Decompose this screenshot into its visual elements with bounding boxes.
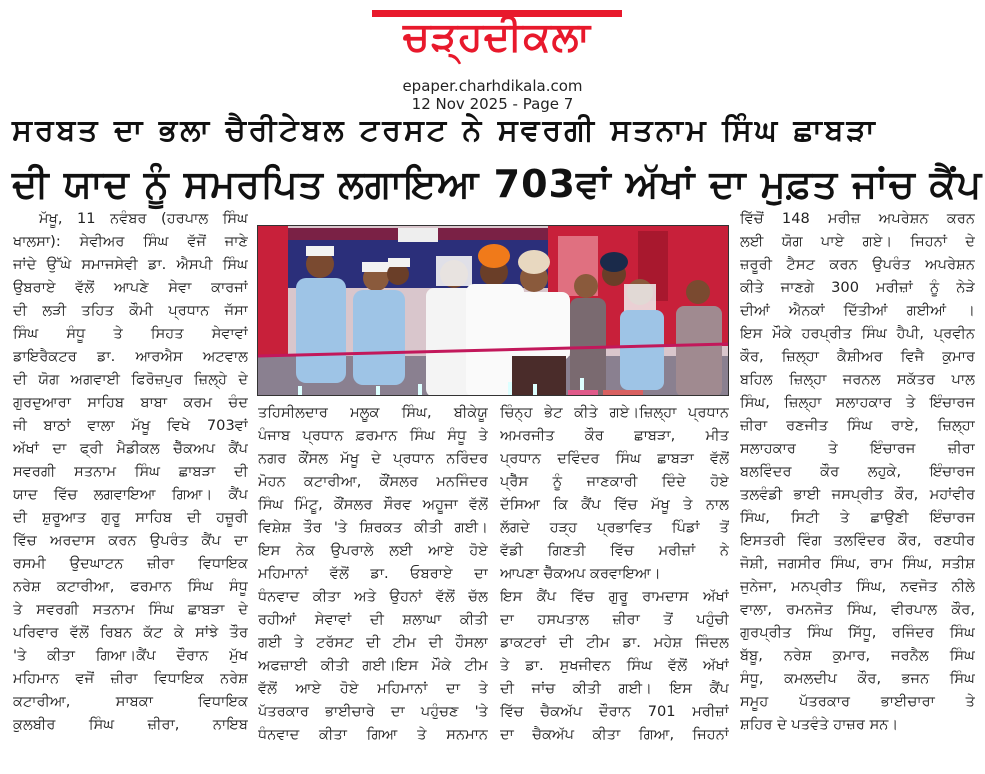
body-line: ਇਸਤਰੀ ਵਿੰਗ ਤਲਵਿੰਦਰ ਕੌਰ, ਰਣਧੀਰ bbox=[740, 532, 975, 549]
body-line: ਦੀ ਜਾਂਚ ਕੀਤੀ ਗਈ। ਇਸ ਕੈਂਪ bbox=[500, 680, 729, 697]
body-line: ਬਲਵਿੰਦਰ ਕੌਰ ਲਹੁਕੇ, ਇੰਚਾਰਜ bbox=[740, 463, 975, 480]
body-line: 'ਤੇ ਕੀਤਾ ਗਿਆ।ਕੈਂਪ ਦੌਰਾਨ ਮੁੱਖ bbox=[13, 647, 248, 664]
body-line: ਗਈ ਤੇ ਟਰੱਸਟ ਦੀ ਟੀਮ ਦੀ ਹੌਸਲਾ bbox=[258, 634, 488, 651]
body-line: ਯਾਦ ਵਿੱਚ ਲਗਵਾਇਆ ਗਿਆ। ਕੈਂਪ bbox=[13, 486, 248, 503]
body-line: ਦਾ ਚੈਕਅੱਪ ਕੀਤਾ ਗਿਆ, ਜਿਹਨਾਂ bbox=[500, 726, 729, 743]
body-line: ਸਿੰਘ, ਸਿਟੀ ਤੇ ਛਾਉਣੀ ਇੰਚਾਰਜ bbox=[740, 509, 975, 526]
body-line: ਮੱਖੂ, 11 ਨਵੰਬਰ (ਹਰਪਾਲ ਸਿੰਘ bbox=[39, 210, 248, 227]
body-line: ਜੀ ਬਾਠਾਂ ਵਾਲਾ ਮੱਖੂ ਵਿਖੇ 703ਵਾਂ bbox=[13, 417, 248, 434]
body-line: ਅਫਜ਼ਾਈ ਕੀਤੀ ਗਈ।ਇਸ ਮੌਕੇ ਟੀਮ bbox=[258, 657, 488, 674]
body-line: ਪ੍ਰਧਾਨ ਦਵਿੰਦਰ ਸਿੰਘ ਛਾਬੜਾ ਵੱਲੋਂ bbox=[500, 450, 729, 467]
body-line: ਤਹਿਸੀਲਦਾਰ ਮਲੂਕ ਸਿੰਘ, ਬੀਕੇਯੂ bbox=[258, 404, 488, 421]
body-line: ਪੱਤਰਕਾਰ ਭਾਈਚਾਰੇ ਦਾ ਪਹੁੰਚਣ 'ਤੇ bbox=[258, 703, 488, 720]
body-line: ਰਹੀਆਂ ਸੇਵਾਵਾਂ ਦੀ ਸ਼ਲਾਘਾ ਕੀਤੀ bbox=[258, 611, 488, 628]
body-line: ਡਾਕਟਰਾਂ ਦੀ ਟੀਮ ਡਾ. ਮਹੇਸ਼ ਜਿੰਦਲ bbox=[500, 634, 729, 651]
body-line: ਨਰੇਸ਼ ਕਟਾਰੀਆ, ਫਰਮਾਨ ਸਿੰਘ ਸੰਧੂ bbox=[13, 578, 248, 595]
article-column-2 bbox=[258, 401, 488, 746]
body-line: ਜਾਂਦੇ ਉੱਘੇ ਸਮਾਜਸੇਵੀ ਡਾ. ਐਸਪੀ ਸਿੰਘ bbox=[13, 256, 248, 273]
article-column-3 bbox=[500, 401, 729, 746]
article-column-1 bbox=[13, 207, 248, 736]
body-line: ਬੱਬੂ, ਨਰੇਸ਼ ਕੁਮਾਰ, ਜਰਨੈਲ ਸਿੰਘ bbox=[740, 647, 975, 664]
body-line: ਸਿੰਘ, ਜ਼ਿਲ੍ਹਾ ਸਲਾਹਕਾਰ ਤੇ ਇੰਚਾਰਜ bbox=[740, 394, 975, 411]
brand-logo bbox=[372, 10, 622, 62]
body-line: ਜੋਸ਼ੀ, ਜਗਸੀਰ ਸਿੰਘ, ਰਾਮ ਸਿੰਘ, ਸਤੀਸ਼ bbox=[740, 555, 975, 572]
body-line: ਕਟਾਰੀਆ, ਸਾਬਕਾ ਵਿਧਾਇਕ bbox=[13, 693, 248, 710]
site-url: epaper.charhdikala.com bbox=[402, 77, 583, 95]
body-line: ਸਵਰਗੀ ਸਤਨਾਮ ਸਿੰਘ ਛਾਬੜਾ ਦੀ bbox=[13, 463, 248, 480]
body-line: ਬਹਿਲ ਜ਼ਿਲ੍ਹਾ ਜਰਨਲ ਸਕੱਤਰ ਪਾਲ bbox=[740, 371, 975, 388]
body-line: ਵਿੱਚ ਅਰਦਾਸ ਕਰਨ ਉਪਰੰਤ ਕੈਂਪ ਦਾ bbox=[13, 532, 248, 549]
body-line: ਜ਼ੀਰਾ ਰਣਜੀਤ ਸਿੰਘ ਰਾਏ, ਜ਼ਿਲ੍ਹਾ bbox=[740, 417, 975, 434]
ribbon-cutting-photo-icon bbox=[258, 226, 729, 396]
body-line: ਤੇ ਡਾ. ਸੁਖਜੀਵਨ ਸਿੰਘ ਵੱਲੋਂ ਅੱਖਾਂ bbox=[500, 657, 729, 674]
body-line: ਦੀ ਯੋਗ ਅਗਵਾਈ ਫਿਰੋਜ਼ਪੁਰ ਜ਼ਿਲ੍ਹੇ ਦੇ bbox=[13, 371, 248, 388]
headline-line-2: ਦੀ ਯਾਦ ਨੂੰ ਸਮਰਪਿਤ ਲਗਾਇਆ 703ਵਾਂ ਅੱਖਾਂ ਦਾ ਮੁਫ਼ਤ ਜਾਂਚ ਕੈਂਪ bbox=[12, 162, 983, 206]
body-line: ਪਰਿਵਾਰ ਵੱਲੋਂ ਰਿਬਨ ਕੱਟ ਕੇ ਸਾਂਝੇ ਤੌਰ bbox=[13, 624, 248, 641]
article-column-4 bbox=[740, 207, 975, 736]
body-line: ਉਬਰਾਏ ਵੱਲੋਂ ਆਪਣੇ ਸੇਵਾ ਕਾਰਜਾਂ bbox=[13, 279, 248, 296]
body-line: ਲੱਗਦੇ ਹੜ੍ਹ ਪ੍ਰਭਾਵਿਤ ਪਿੰਡਾਂ ਤੋਂ bbox=[500, 519, 729, 536]
body-line: ਕੀਤੇ ਜਾਣਗੇ 300 ਮਰੀਜ਼ਾਂ ਨੂੰ ਨੇੜੇ bbox=[740, 279, 975, 296]
body-line: ਪੰਜਾਬ ਪ੍ਰਧਾਨ ਫ਼ਰਮਾਨ ਸਿੰਘ ਸੰਧੂ ਤੇ bbox=[258, 427, 488, 444]
body-line: ਸੰਧੂ, ਕਮਲਦੀਪ ਕੌਰ, ਭਜਨ ਸਿੰਘ bbox=[740, 670, 975, 687]
body-line: ਅੱਖਾਂ ਦਾ ਫ੍ਰੀ ਮੈਡੀਕਲ ਚੈੱਕਅਪ ਕੈਂਪ bbox=[13, 440, 248, 457]
body-line: ਸਮੂਹ ਪੱਤਰਕਾਰ ਭਾਈਚਾਰਾ ਤੇ bbox=[740, 693, 975, 710]
body-line: ਦੱਸਿਆ ਕਿ ਕੈਂਪ ਵਿੱਚ ਮੱਖੂ ਤੇ ਨਾਲ bbox=[500, 496, 729, 513]
body-line: ਵਿਸ਼ੇਸ਼ ਤੌਰ 'ਤੇ ਸ਼ਿਰਕਤ ਕੀਤੀ ਗਈ। bbox=[258, 519, 488, 536]
body-line: ਦੀ ਸ਼ੁਰੂਆਤ ਗੁਰੂ ਸਾਹਿਬ ਦੀ ਹਜ਼ੂਰੀ bbox=[13, 509, 248, 526]
body-line: ਵਾਲਾ, ਰਮਨਜੋਤ ਸਿੰਘ, ਵੀਰਪਾਲ ਕੌਰ, bbox=[740, 601, 975, 618]
body-line: ਸਿੰਘ ਸੰਧੂ ਤੇ ਸਿਹਤ ਸੇਵਾਵਾਂ bbox=[13, 325, 248, 342]
body-line: ਜੁਨੇਜਾ, ਮਨਪ੍ਰੀਤ ਸਿੰਘ, ਨਵਜੋਤ ਨੀਲੇ bbox=[740, 578, 975, 595]
body-line: ਵਿੱਚੋਂ 148 ਮਰੀਜ਼ ਅਪਰੇਸ਼ਨ ਕਰਨ bbox=[740, 210, 975, 227]
body-line: ਧੰਨਵਾਦ ਕੀਤਾ ਅਤੇ ਉਹਨਾਂ ਵੱਲੋਂ ਚੱਲ bbox=[258, 588, 488, 605]
body-line: ਤੇ ਸਵਰਗੀ ਸਤਨਾਮ ਸਿੰਘ ਛਾਬੜਾ ਦੇ bbox=[13, 601, 248, 618]
body-line: ਇਸ ਕੈਂਪ ਵਿੱਚ ਗੁਰੂ ਰਾਮਦਾਸ ਅੱਖਾਂ bbox=[500, 588, 729, 605]
body-line: ਦਾ ਹਸਪਤਾਲ ਜ਼ੀਰਾ ਤੋਂ ਪਹੁੰਚੀ bbox=[500, 611, 729, 628]
body-line: ਚਿੰਨ੍ਹ ਭੇਟ ਕੀਤੇ ਗਏ।ਜ਼ਿਲ੍ਹਾ ਪ੍ਰਧਾਨ bbox=[500, 404, 729, 421]
body-line: ਮਹਿਮਾਨ ਵਜੋਂ ਜ਼ੀਰਾ ਵਿਧਾਇਕ ਨਰੇਸ਼ bbox=[13, 670, 248, 687]
body-line: ਸਲਾਹਕਾਰ ਤੇ ਇੰਚਾਰਜ ਜ਼ੀਰਾ bbox=[740, 440, 975, 457]
body-line: ਖਾਲਸਾ): ਸੇਵੀਅਰ ਸਿੰਘ ਵੱਜੋਂ ਜਾਣੇ bbox=[13, 233, 248, 250]
body-line: ਸ਼ਹਿਰ ਦੇ ਪਤਵੰਤੇ ਹਾਜ਼ਰ ਸਨ। bbox=[740, 716, 899, 733]
body-line: ਧੰਨਵਾਦ ਕੀਤਾ ਗਿਆ ਤੇ ਸਨਮਾਨ bbox=[258, 726, 488, 743]
body-line: ਇਸ ਨੇਕ ਉਪਰਾਲੇ ਲਈ ਆਏ ਹੋਏ bbox=[258, 542, 488, 559]
body-line: ਅਮਰਜੀਤ ਕੌਰ ਛਾਬੜਾ, ਮੀਤ bbox=[500, 427, 729, 444]
body-line: ਗੁਰਪ੍ਰੀਤ ਸਿੰਘ ਸਿੱਧੂ, ਰਜਿੰਦਰ ਸਿੰਘ bbox=[740, 624, 975, 641]
body-line: ਗੁਰਦੁਆਰਾ ਸਾਹਿਬ ਬਾਬਾ ਕਰਮ ਚੰਦ bbox=[13, 394, 248, 411]
body-line: ਮੋਹਨ ਕਟਾਰੀਆ, ਕੌਂਸਲਰ ਮਨਜਿੰਦਰ bbox=[258, 473, 488, 490]
headline-line-1: ਸਰਬਤ ਦਾ ਭਲਾ ਚੈਰੀਟੇਬਲ ਟਰਸਟ ਨੇ ਸਵਰਗੀ ਸਤਨਾਮ ਸਿੰਘ ਛਾਬੜਾ bbox=[12, 113, 878, 148]
body-line: ਜ਼ਰੂਰੀ ਟੈਸਟ ਕਰਨ ਉਪਰੰਤ ਅਪਰੇਸ਼ਨ bbox=[740, 256, 975, 273]
body-line: ਪ੍ਰੈੱਸ ਨੂੰ ਜਾਣਕਾਰੀ ਦਿੰਦੇ ਹੋਏ bbox=[500, 473, 729, 490]
body-line: ਰਸਮੀ ਉਦਘਾਟਨ ਜ਼ੀਰਾ ਵਿਧਾਇਕ bbox=[13, 555, 248, 572]
body-line: ਕੁਲਬੀਰ ਸਿੰਘ ਜ਼ੀਰਾ, ਨਾਇਬ bbox=[13, 716, 248, 733]
body-line: ਆਪਣਾ ਚੈੱਕਅਪ ਕਰਵਾਇਆ। bbox=[500, 565, 661, 582]
body-line: ਲਈ ਯੋਗ ਪਾਏ ਗਏ। ਜਿਹਨਾਂ ਦੇ bbox=[740, 233, 975, 250]
body-line: ਡਾਇਰੈਕਟਰ ਡਾ. ਆਰਐਸ ਅਟਵਾਲ bbox=[13, 348, 248, 365]
issue-date-page: 12 Nov 2025 - Page 7 bbox=[411, 95, 574, 113]
body-line: ਵੱਲੋਂ ਆਏ ਹੋਏ ਮਹਿਮਾਨਾਂ ਦਾ ਤੇ bbox=[258, 680, 488, 697]
body-line: ਦੀ ਲੜੀ ਤਹਿਤ ਕੌਮੀ ਪ੍ਰਧਾਨ ਜੱਸਾ bbox=[13, 302, 248, 319]
body-line: ਤਲਵੰਡੀ ਭਾਈ ਜਸਪ੍ਰੀਤ ਕੌਰ, ਮਹਾਂਵੀਰ bbox=[740, 486, 975, 503]
body-line: ਵੱਡੀ ਗਿਣਤੀ ਵਿੱਚ ਮਰੀਜ਼ਾਂ ਨੇ bbox=[500, 542, 729, 559]
body-line: ਸਿੰਘ ਮਿੰਟੂ, ਕੌਂਸਲਰ ਸੌਰਵ ਅਹੂਜਾ ਵੱਲੋਂ bbox=[258, 496, 488, 513]
brand-name: ਚੜ੍ਹਦੀਕਲਾ bbox=[403, 14, 591, 60]
body-line: ਇਸ ਮੌਕੇ ਹਰਪ੍ਰੀਤ ਸਿੰਘ ਹੈਪੀ, ਪ੍ਰਵੀਨ bbox=[740, 325, 975, 342]
article-photo bbox=[257, 225, 729, 396]
body-line: ਮਹਿਮਾਨਾਂ ਵੱਲੋਂ ਡਾ. ਓਬਰਾਏ ਦਾ bbox=[258, 565, 488, 582]
body-line: ਦੀਆਂ ਐਨਕਾਂ ਦਿੱਤੀਆਂ ਗਈਆਂ । bbox=[740, 302, 975, 319]
body-line: ਵਿੱਚ ਚੈਕਅੱਪ ਦੌਰਾਨ 701 ਮਰੀਜ਼ਾਂ bbox=[500, 703, 729, 720]
body-line: ਨਗਰ ਕੌਂਸਲ ਮੱਖੂ ਦੇ ਪ੍ਰਧਾਨ ਨਰਿੰਦਰ bbox=[258, 450, 488, 467]
body-line: ਕੌਰ, ਜ਼ਿਲ੍ਹਾ ਕੈਸ਼ੀਅਰ ਵਿਜੈ ਕੁਮਾਰ bbox=[740, 348, 975, 365]
